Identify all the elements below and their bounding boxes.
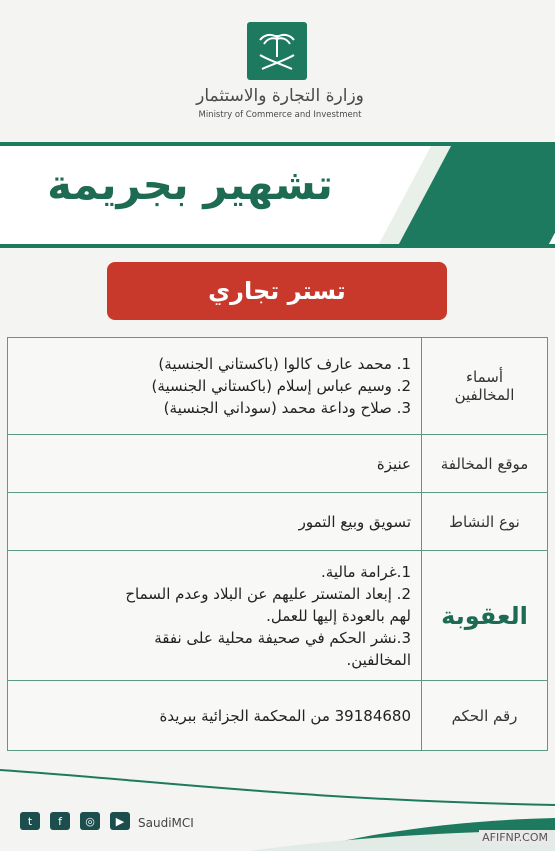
location-value: عنيزة xyxy=(8,435,422,493)
watermark: AFIFNP.COM xyxy=(479,830,551,845)
youtube-icon[interactable]: ▶ xyxy=(110,812,130,830)
instagram-icon[interactable]: ◎ xyxy=(80,812,100,830)
info-table xyxy=(7,337,548,751)
banner-title: تشهير بجريمة xyxy=(47,160,333,209)
names-value xyxy=(8,338,422,435)
verdict-value: 39184680 من المحكمة الجزائية ببريدة xyxy=(8,681,422,751)
palm-swords-icon xyxy=(252,27,302,75)
footer-curve xyxy=(0,760,555,851)
names-label: أسماء المخالفين xyxy=(422,338,548,435)
twitter-icon[interactable]: t xyxy=(20,812,40,830)
activity-label: نوع النشاط xyxy=(422,493,548,551)
list-item: 3. صلاح وداعة محمد (سوداني الجنسية) xyxy=(163,399,411,417)
table-row xyxy=(8,681,548,751)
table-row xyxy=(8,551,548,681)
crime-type-box xyxy=(107,262,447,320)
list-item: 3.نشر الحكم في صحيفة محلية على نفقة xyxy=(154,628,411,647)
list-item: المخالفين. xyxy=(346,650,411,669)
list-item: 2. وسيم عباس إسلام (باكستاني الجنسية) xyxy=(151,377,411,395)
list-item: لهم بالعودة إليها للعمل. xyxy=(266,606,411,625)
ministry-logo xyxy=(247,22,307,80)
banner-bottom-line xyxy=(0,244,555,248)
table-row xyxy=(8,338,548,435)
verdict-label: رقم الحكم xyxy=(422,681,548,751)
ministry-name-en: Ministry of Commerce and Investment xyxy=(198,110,362,120)
penalty-value xyxy=(8,551,422,681)
list-item: 2. إبعاد المتستر عليهم عن البلاد وعدم السماح xyxy=(125,584,411,603)
banner xyxy=(0,146,555,244)
list-item: 1. محمد عارف كالوا (باكستاني الجنسية) xyxy=(158,355,411,373)
facebook-icon[interactable]: f xyxy=(50,812,70,830)
table-row xyxy=(8,435,548,493)
list-item: 1.غرامة مالية. xyxy=(321,562,411,581)
social-links xyxy=(20,812,130,830)
table-row xyxy=(8,493,548,551)
crime-type: تستر تجاري xyxy=(208,277,346,305)
social-handle: SaudiMCI xyxy=(138,816,194,830)
location-label: موقع المخالفة xyxy=(422,435,548,493)
penalty-label: العقوبة xyxy=(422,551,548,681)
activity-value: تسويق وبيع التمور xyxy=(8,493,422,551)
ministry-name-ar: وزارة التجارة والاستثمار xyxy=(196,86,364,106)
